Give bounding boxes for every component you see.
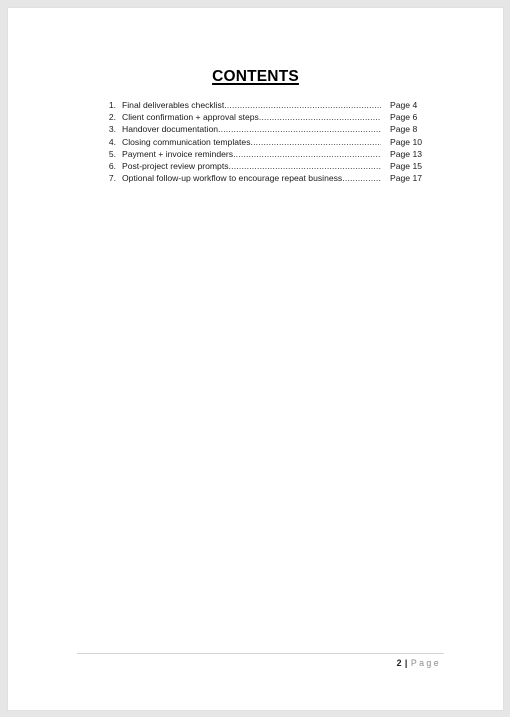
toc-entry-number: 3. bbox=[108, 124, 116, 135]
toc-entry[interactable] bbox=[100, 160, 430, 172]
toc-entry-page: Page 10 bbox=[390, 136, 423, 147]
toc-entry-title: Optional follow-up workflow to encourage repeat business ..... bbox=[122, 172, 381, 184]
toc-entry-number: 7. bbox=[108, 173, 116, 184]
toc-entry-number: 4. bbox=[108, 136, 116, 147]
toc-entry[interactable] bbox=[100, 123, 430, 135]
footer-divider bbox=[77, 653, 444, 654]
toc-entry-page: Page 13 bbox=[390, 148, 423, 159]
footer-separator: | bbox=[404, 658, 408, 668]
contents-heading: CONTENTS bbox=[212, 68, 299, 85]
toc-entry-page: Page 17 bbox=[390, 173, 423, 184]
toc-entry[interactable] bbox=[100, 172, 430, 184]
document-page bbox=[8, 8, 503, 710]
toc-entry[interactable] bbox=[100, 111, 430, 123]
toc-entry-number: 6. bbox=[108, 160, 116, 171]
toc-entry[interactable] bbox=[100, 99, 430, 111]
toc-entry[interactable] bbox=[100, 148, 430, 160]
toc-entry-number: 1. bbox=[108, 100, 116, 110]
toc-entry-title: Payment + invoice reminders ..... bbox=[122, 148, 381, 160]
toc-entry-title: Final deliverables checklist ..... bbox=[122, 99, 381, 111]
toc-entry-title: Client confirmation + approval steps ..... bbox=[122, 111, 381, 123]
toc-entry-title: Closing communication templates ..... bbox=[122, 136, 381, 148]
toc-entry-page: Page 4 bbox=[390, 100, 418, 110]
page-footer bbox=[397, 658, 441, 668]
toc-entry[interactable] bbox=[100, 136, 430, 148]
footer-page-label: Page bbox=[410, 658, 441, 668]
toc-entry-number: 5. bbox=[108, 148, 116, 159]
footer-page-number: 2 bbox=[396, 658, 402, 668]
toc-entry-title: Handover documentation ..... bbox=[122, 123, 381, 135]
toc-entry-page: Page 8 bbox=[390, 124, 418, 135]
toc-entry-page: Page 6 bbox=[390, 112, 418, 123]
toc-entry-number: 2. bbox=[108, 112, 116, 123]
toc-entry-page: Page 15 bbox=[390, 160, 423, 171]
toc-entry-title: Post-project review prompts ..... bbox=[122, 160, 381, 172]
table-of-contents bbox=[100, 99, 430, 184]
